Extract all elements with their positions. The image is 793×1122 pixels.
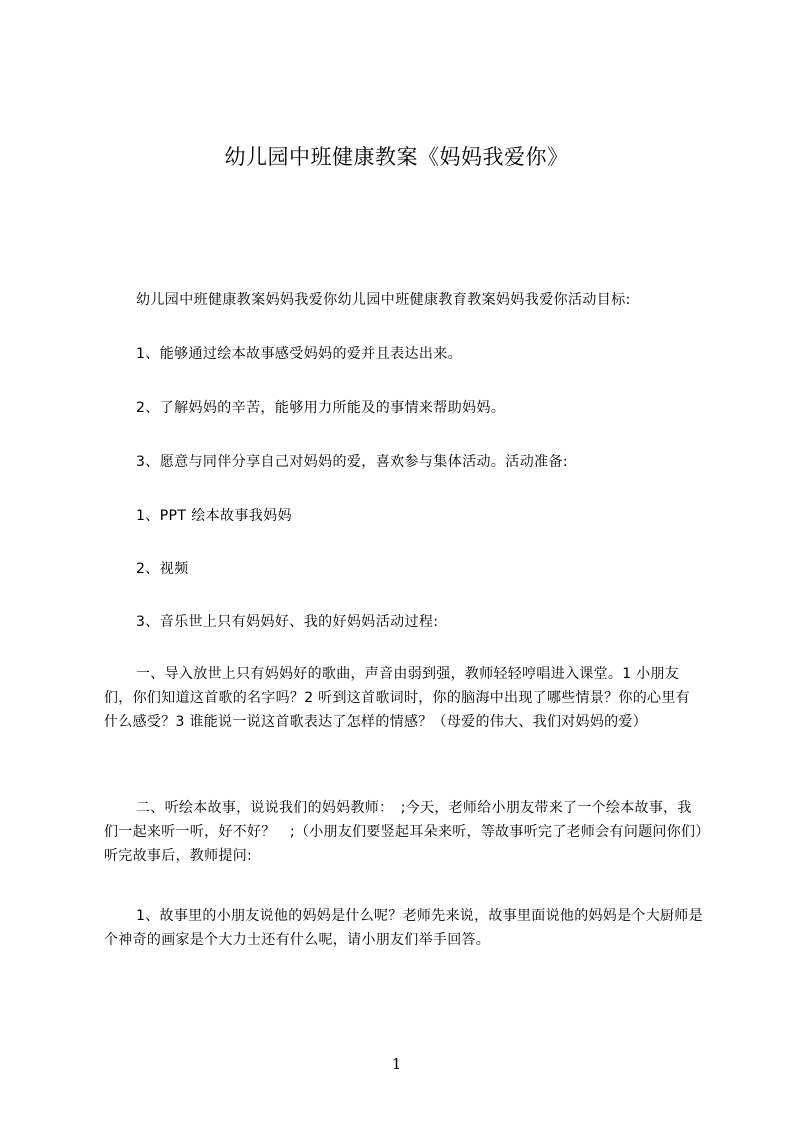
paragraph-question-1: 1、故事里的小朋友说他的妈妈是什么呢？老师先来说，故事里面说他的妈妈是个大厨师是个神奇的画家是个大力士还有什么呢，请小朋友们举手回答。	[104, 908, 703, 948]
paragraph-intro: 幼儿园中班健康教案妈妈我爱你幼儿园中班健康教育教案妈妈我爱你活动目标:	[136, 292, 631, 308]
paragraph-step-1: 一、导入放世上只有妈妈好的歌曲，声音由弱到强，教师轻轻哼唱进入课堂。1 小朋友们，你们知道这首歌的名字吗？2 听到这首歌词时，你的脑海中出现了哪些情景？你的心里有什么感受？3 谁能说一说这首歌表达了怎样的情感？（母爱的伟大、我们对妈妈的爱）	[104, 666, 690, 730]
paragraph-prep-3: 3、音乐世上只有妈妈好、我的好妈妈活动过程:	[136, 614, 439, 630]
page-title: 幼儿园中班健康教案《妈妈我爱你》	[224, 145, 569, 169]
paragraph-goal-1: 1、能够通过绘本故事感受妈妈的爱并且表达出来。	[136, 346, 463, 362]
paragraph-step-2: 二、听绘本故事，说说我们的妈妈教师： ;今天，老师给小朋友带来了一个绘本故事，我们一起来听一听，好不好？ ;（小朋友们要竖起耳朵来听，等故事听完了老师会有问题问你们）听完故事后，教师提问:	[104, 800, 703, 864]
paragraph-prep-2: 2、视频	[136, 561, 189, 577]
page-number: 1	[391, 1055, 402, 1073]
paragraph-goal-3: 3、愿意与同伴分享自己对妈妈的爱，喜欢参与集体活动。活动准备:	[136, 454, 569, 470]
paragraph-prep-1: 1、PPT 绘本故事我妈妈	[136, 508, 292, 524]
paragraph-goal-2: 2、了解妈妈的辛苦，能够用力所能及的事情来帮助妈妈。	[136, 400, 506, 416]
